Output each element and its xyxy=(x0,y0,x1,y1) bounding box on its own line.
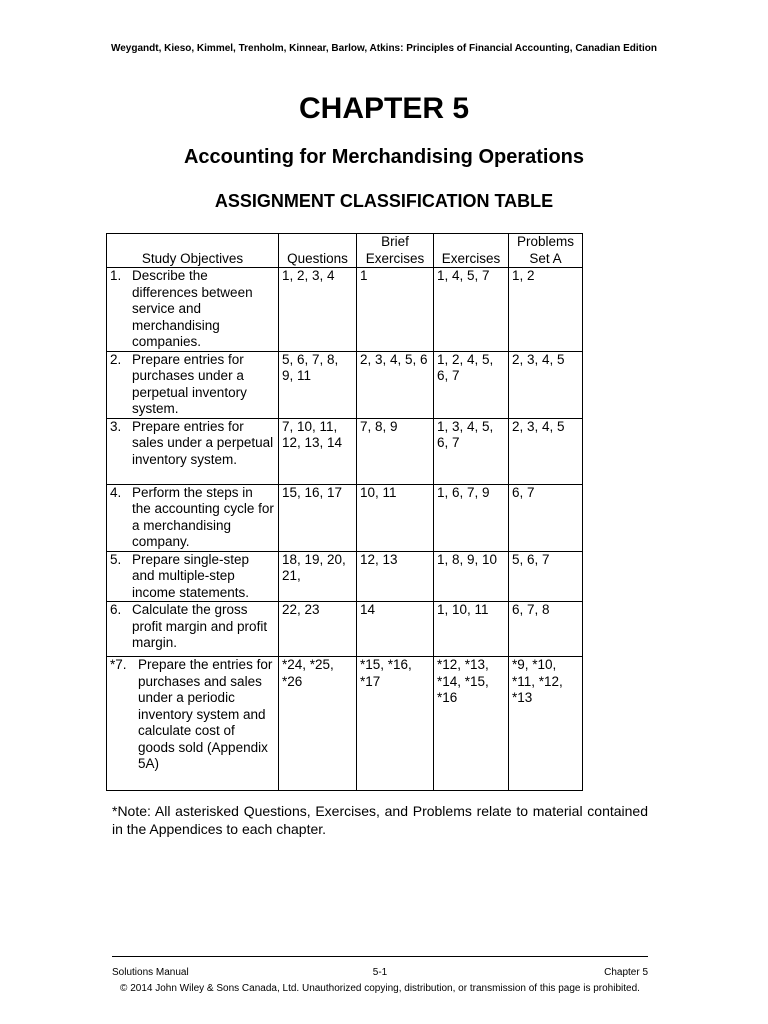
problems-cell: *9, *10, *11, *12, *13 xyxy=(509,657,583,791)
column-header-questions: Questions xyxy=(279,234,357,268)
footer-manual-title: Solutions Manual xyxy=(112,967,189,978)
objective-number: 6. xyxy=(110,602,122,617)
objective-number: 3. xyxy=(110,418,122,434)
objective-text: Prepare entries for purchases under a perpetual inventory system. xyxy=(132,351,247,416)
objective-cell xyxy=(107,351,279,418)
brief-exercises-cell: 7, 8, 9 xyxy=(357,418,434,484)
column-header-exercises: Exercises xyxy=(434,234,509,268)
objective-text: Calculate the gross profit margin and profit margin. xyxy=(132,602,268,650)
brief-exercises-cell: 12, 13 xyxy=(357,551,434,602)
exercises-cell: 1, 2, 4, 5, 6, 7 xyxy=(434,351,509,418)
objective-number: 4. xyxy=(110,484,122,500)
copyright-notice: © 2014 John Wiley & Sons Canada, Ltd. Unauthorized copying, distribution, or transmission of this page is prohibited. xyxy=(120,983,640,994)
exercises-cell: 1, 6, 7, 9 xyxy=(434,484,509,551)
objective-text: Prepare entries for sales under a perpetual inventory system. xyxy=(132,418,274,467)
table-row xyxy=(107,602,583,657)
objective-cell xyxy=(107,418,279,484)
chapter-title: CHAPTER 5 xyxy=(298,92,470,125)
questions-cell: 1, 2, 3, 4 xyxy=(279,268,357,352)
problems-cell: 1, 2 xyxy=(509,268,583,352)
problems-cell: 6, 7, 8 xyxy=(509,602,583,657)
problems-cell: 5, 6, 7 xyxy=(509,551,583,602)
table-row xyxy=(107,351,583,418)
objective-text: Prepare the entries for purchases and sales under a periodic inventory system and calculate cost of goods sold (Appendix 5A) xyxy=(138,657,273,771)
objective-text: Describe the differences between service and merchandising companies. xyxy=(132,268,253,349)
page-footer xyxy=(112,967,648,978)
objective-number: 1. xyxy=(110,268,122,283)
table-row xyxy=(107,484,583,551)
table-row xyxy=(107,268,583,352)
appendix-note: *Note: All asterisked Questions, Exercises, and Problems relate to material contained in the Appendices to each chapter. xyxy=(112,803,648,837)
objective-number: 5. xyxy=(110,551,122,567)
brief-exercises-cell: 14 xyxy=(357,602,434,657)
chapter-subtitle: Accounting for Merchandising Operations xyxy=(183,146,585,168)
objective-cell xyxy=(107,484,279,551)
brief-exercises-cell: *15, *16, *17 xyxy=(357,657,434,791)
objective-number: *7. xyxy=(110,657,127,672)
assignment-classification-table xyxy=(106,233,583,791)
exercises-cell: 1, 10, 11 xyxy=(434,602,509,657)
questions-cell: 5, 6, 7, 8, 9, 11 xyxy=(279,351,357,418)
column-header-study-objectives: Study Objectives xyxy=(107,234,279,268)
footer-chapter: Chapter 5 xyxy=(604,967,649,978)
brief-exercises-cell: 1 xyxy=(357,268,434,352)
brief-exercises-cell: 10, 11 xyxy=(357,484,434,551)
column-header-problems-set-a: Problems Set A xyxy=(509,234,583,268)
problems-cell: 2, 3, 4, 5 xyxy=(509,351,583,418)
table-row xyxy=(107,551,583,602)
objective-cell xyxy=(107,268,279,352)
brief-exercises-cell: 2, 3, 4, 5, 6 xyxy=(357,351,434,418)
questions-cell: *24, *25, *26 xyxy=(279,657,357,791)
problems-cell: 2, 3, 4, 5 xyxy=(509,418,583,484)
table-row xyxy=(107,657,583,791)
column-header-brief-exercises: Brief Exercises xyxy=(357,234,434,268)
objective-text: Perform the steps in the accounting cycle for a merchandising company. xyxy=(132,484,274,549)
table-row xyxy=(107,418,583,484)
exercises-cell: *12, *13, *14, *15, *16 xyxy=(434,657,509,791)
problems-cell: 6, 7 xyxy=(509,484,583,551)
table-title: ASSIGNMENT CLASSIFICATION TABLE xyxy=(214,191,554,211)
objective-text: Prepare single-step and multiple-step income statements. xyxy=(132,551,250,600)
objective-cell xyxy=(107,602,279,657)
footer-page-number: 5-1 xyxy=(372,967,388,978)
table-header-row xyxy=(107,234,583,268)
questions-cell: 18, 19, 20, 21, xyxy=(279,551,357,602)
questions-cell: 22, 23 xyxy=(279,602,357,657)
running-header: Weygandt, Kieso, Kimmel, Trenholm, Kinnear, Barlow, Atkins: Principles of Financial Accounting, Canadian Edition xyxy=(110,43,657,54)
exercises-cell: 1, 3, 4, 5, 6, 7 xyxy=(434,418,509,484)
objective-cell xyxy=(107,551,279,602)
questions-cell: 15, 16, 17 xyxy=(279,484,357,551)
questions-cell: 7, 10, 11, 12, 13, 14 xyxy=(279,418,357,484)
exercises-cell: 1, 8, 9, 10 xyxy=(434,551,509,602)
objective-number: 2. xyxy=(110,351,122,367)
exercises-cell: 1, 4, 5, 7 xyxy=(434,268,509,352)
footer-divider xyxy=(112,956,648,957)
objective-cell xyxy=(107,657,279,791)
